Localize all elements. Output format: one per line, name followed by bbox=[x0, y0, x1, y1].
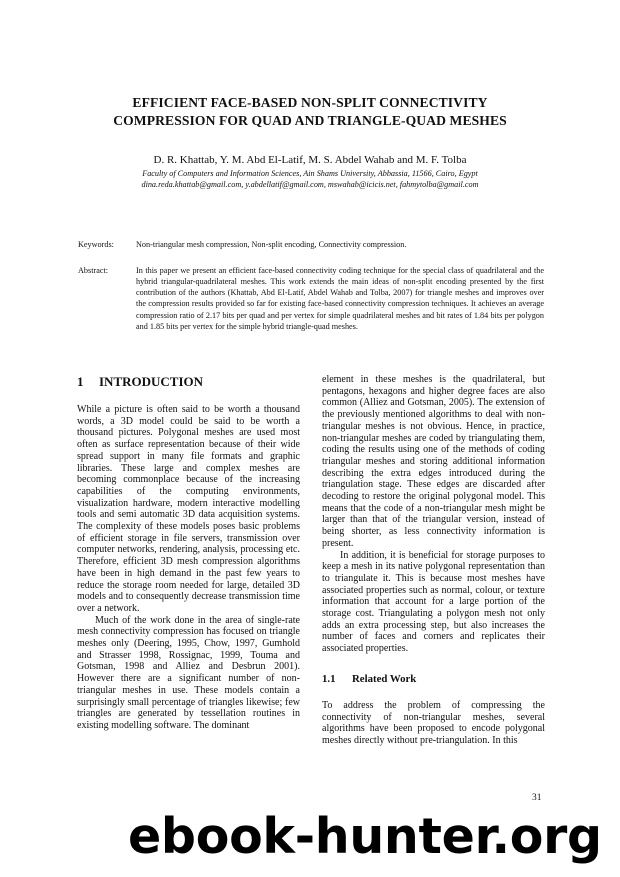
title-line-2: COMPRESSION FOR QUAD AND TRIANGLE-QUAD MESHES bbox=[113, 113, 507, 128]
right-column bbox=[322, 374, 545, 655]
watermark-logo: ebook-hunter.org bbox=[128, 808, 602, 865]
right-column-lower bbox=[322, 700, 545, 747]
abstract-text: In this paper we present an efficient face-based connectivity coding technique for the special class of quadrilateral and the hybrid triangular-quadrilateral meshes. This work extends the main ideas of non-split encoding presented by the first contribution of the authors (Khattab, Abd El-Latif, Abdel Wahab and Tolba, 2007) for triangle meshes and improves over the compression results provided so far for existing face-based connectivity compression techniques. It achieves an average compression ratio of 2.17 bits per quad and per vertex for simple quadrilateral meshes and bit rates of 1.84 bits per polygon and 1.85 bits per vertex for the simple hybrid triangle-quad meshes. bbox=[136, 266, 544, 331]
left-paragraph-1: While a picture is often said to be worth a thousand words, a 3D model could be said to be worth a thousand pictures. Polygonal meshes are used most often as surface representation because of their wide spread support in many file formats and graphic libraries. These large and complex meshes are becoming commonplace because of the increasing capabilities of the computing environments, visualization hardware, modern interactive modelling tools and semi automatic 3D data acquisition systems. The complexity of these models poses basic problems of efficient storage in file servers, transmission over computer networks, rendering, analysis, processing etc. Therefore, efficient 3D mesh compression algorithms have been in high demand in the past few years to reduce the storage room needed for large, detailed 3D models and to consequently decrease transmission time over a network. bbox=[77, 404, 300, 614]
subsection-heading-related-work bbox=[322, 673, 416, 685]
affiliation-block bbox=[40, 168, 580, 190]
right-paragraph-3: To address the problem of compressing the connectivity of non-triangular meshes, several algorithms have been proposed to encode polygonal meshes directly without pre-triangulation. In this bbox=[322, 700, 545, 747]
affiliation: Faculty of Computers and Information Sciences, Ain Shams University, Abbassia, 11566, Cairo, Egypt bbox=[142, 169, 478, 178]
section-heading-introduction bbox=[77, 374, 203, 390]
keywords-text: Non-triangular mesh compression, Non-split encoding, Connectivity compression. bbox=[136, 240, 407, 249]
paper-title bbox=[60, 94, 560, 130]
left-column bbox=[77, 404, 300, 732]
right-paragraph-2: In addition, it is beneficial for storage purposes to keep a mesh in its native polygonal representation than to triangulate it. This is because most meshes have associated properties such as normal, colour, or texture information that account for a large portion of the storage cost. Triangulating a polygon mesh not only adds an extra processing step, but also increases the number of faces and corners and replicates their associated properties. bbox=[322, 549, 545, 655]
section-number: 1 bbox=[77, 374, 84, 389]
left-paragraph-2: Much of the work done in the area of single-rate mesh connectivity compression has focused on triangle meshes only (Deering, 1995, Chow, 1997, Gumhold and Strasser 1998, Rossignac, 1999, Touma and Gotsman, 1998 and Alliez and Desbrun 2001). However there are a significant number of non-triangular meshes in use. These models contain a surprisingly small percentage of triangles likewise; few triangles are generated by tessellation routines in existing modelling software. The dominant bbox=[77, 614, 300, 731]
title-line-1: EFFICIENT FACE-BASED NON-SPLIT CONNECTIVITY bbox=[132, 95, 488, 110]
author-emails: dina.reda.khattab@gmail.com, y.abdellatif@gmail.com, mswahab@icicis.net, fahmytolba@gmail.com bbox=[141, 180, 479, 189]
subsection-number: 1.1 bbox=[322, 673, 336, 685]
keywords-label: Keywords: bbox=[78, 240, 114, 249]
right-paragraph-1: element in these meshes is the quadrilateral, but pentagons, hexagons and higher degree faces are also common (Alliez and Gotsman, 2005). The extension of the previously mentioned algorithms to deal with non-triangular meshes is not obvious. Hence, in practice, non-triangular meshes are coded by triangulating them, coding the results using one of the methods of coding triangular meshes and storing additional information describing the extra edges introduced during the triangulation stage. These edges are discarded after decoding to restore the original polygonal model. This means that the code of a non-triangular mesh might be larger than that of the triangular version, instead of being shorter, as less connectivity information is present. bbox=[322, 374, 545, 549]
authors: D. R. Khattab, Y. M. Abd El-Latif, M. S. Abdel Wahab and M. F. Tolba bbox=[153, 154, 467, 166]
subsection-title: Related Work bbox=[352, 673, 417, 685]
page-number: 31 bbox=[532, 793, 542, 803]
abstract-label: Abstract: bbox=[78, 266, 109, 275]
section-title: INTRODUCTION bbox=[99, 374, 204, 389]
